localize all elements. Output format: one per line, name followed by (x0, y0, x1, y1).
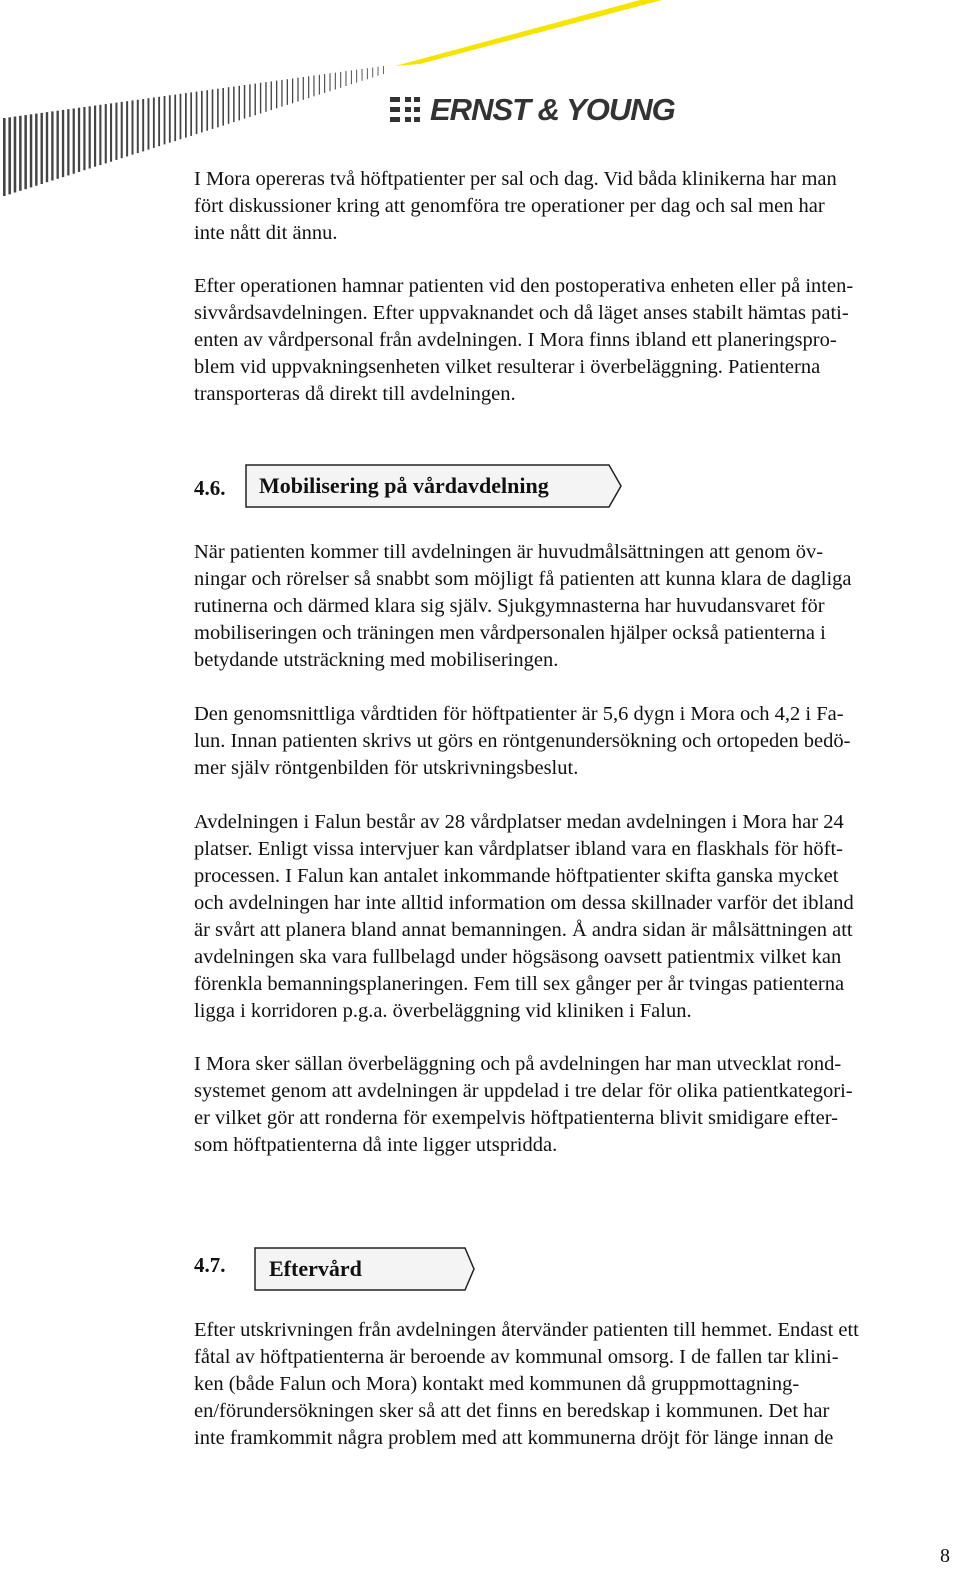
section-title: Eftervård (269, 1256, 362, 1281)
stripe-bar (24, 115, 27, 189)
stripe-bar (41, 113, 43, 184)
text-line: ligga i korridoren p.g.a. överbeläggning vid kliniken i Falun. (194, 1000, 692, 1022)
stripe-bar (340, 72, 341, 88)
stripe-bar (180, 94, 182, 140)
text-line: Avdelningen i Falun består av 28 vårdplatser medan avdelningen i Mora har 24 (194, 811, 844, 833)
text-line: Den genomsnittliga vårdtiden för höftpatienter är 5,6 dygn i Mora och 4,2 i Fa- (194, 703, 844, 725)
stripe-bar (233, 87, 235, 123)
text-line: ken (både Falun och Mora) kontakt med kommunen då gruppmottagning- (194, 1373, 800, 1395)
stripe-bar (89, 106, 91, 168)
paragraph (194, 701, 954, 782)
stripe-bar (51, 111, 53, 180)
stripe-bar (244, 85, 245, 119)
stripe-bar (14, 117, 17, 193)
stripe-bar (308, 76, 309, 98)
paragraph (194, 809, 954, 1025)
paragraph (194, 539, 954, 674)
text-line: processen. I Falun kan antalet inkommande höftpatienter skifta ganska mycket (194, 865, 839, 887)
text-line: som höftpatienterna då inte ligger utspridda. (194, 1134, 558, 1156)
stripe-bar (249, 84, 250, 117)
stripe-bar (19, 116, 22, 191)
stripe-bar (8, 117, 11, 194)
stripe-bar (67, 109, 69, 175)
text-line: avdelningen ska vara fullbelagd under högsäsong oavsett patientmix vilket kan (194, 946, 842, 968)
text-line: lun. Innan patienten skrivs ut görs en röntgenundersökning och ortopeden bedö- (194, 730, 851, 752)
text-line: enten av vårdpersonal från avdelningen. I Mora finns ibland ett planeringspro- (194, 329, 837, 351)
stripe-bar (217, 89, 219, 128)
stripe-bar (319, 75, 320, 95)
section-title: Mobilisering på vårdavdelning (259, 473, 549, 498)
text-line: fåtal av höftpatienterna är beroende av kommunal omsorg. I de fallen tar klini- (194, 1346, 839, 1368)
stripe-bar (346, 71, 347, 86)
stripe-bar (174, 95, 176, 142)
stripe-bar (383, 66, 384, 74)
stripe-bar (292, 79, 293, 104)
stripe-bar (169, 95, 171, 142)
paragraph (194, 166, 954, 247)
stripe-bar (30, 114, 32, 187)
stripe-bar (190, 92, 192, 135)
paragraph (194, 1317, 954, 1452)
stripe-bar (222, 88, 224, 126)
stripe-bar (83, 107, 85, 170)
stripe-bar (94, 106, 96, 167)
section-number: 4.7. (194, 1253, 226, 1277)
stripe-bar (276, 81, 277, 109)
text-line: blem vid uppvakningsenheten vilket resulterar i överbeläggning. Patienterna (194, 356, 821, 378)
stripe-bar (281, 80, 282, 107)
text-line: rutinerna och därmed klara sig själv. Sjukgymnasterna har huvudansvaret för (194, 595, 825, 617)
stripe-bar (99, 105, 101, 165)
text-line: fört diskussioner kring att genomföra tre operationer per dag och sal men har (194, 195, 825, 217)
stripe-bar (196, 92, 198, 135)
text-line: sivvårdsavdelningen. Efter uppvaknandet och då läget anses stabilt hämtas pati- (194, 302, 849, 324)
text-line: förenkla bemanningsplaneringen. Fem till sex gånger per år tvingas patienterna (194, 973, 845, 995)
stripe-bar (351, 70, 352, 84)
text-line: Efter utskrivningen från avdelningen återvänder patienten till hemmet. Endast ett (194, 1319, 859, 1341)
yellow-swoosh (395, 0, 662, 66)
text-line: och avdelningen har inte alltid information om dessa skillnader varför det ibland (194, 892, 854, 914)
text-line: transporteras då direkt till avdelningen. (194, 383, 516, 405)
section-number: 4.6. (194, 476, 226, 500)
text-line: I Mora opereras två höftpatienter per sal och dag. Vid båda klinikerna har man (194, 168, 837, 190)
stripe-bar (185, 93, 187, 138)
stripe-bar (206, 90, 208, 131)
stripe-bar (115, 103, 117, 160)
stripe-bar (201, 91, 203, 132)
stripe-bar (73, 109, 75, 174)
stripe-bar (330, 73, 331, 91)
stripe-bar (313, 76, 314, 97)
stripe-bar (164, 96, 166, 144)
stripe-bar (362, 69, 363, 81)
stripe-bar (265, 82, 266, 112)
text-line: inte framkommit några problem med att kommunerna dröjt för länge innan de (194, 1427, 834, 1449)
stripe-bar (303, 77, 304, 100)
stripe-bar (158, 97, 160, 146)
stripe-bar (212, 89, 214, 128)
text-line: ningar och rörelser så snabbt som möjligt få patienten att kunna klara de dagliga (194, 568, 852, 590)
text-line: I Mora sker sällan överbeläggning och på avdelningen har man utvecklat rond- (194, 1053, 842, 1075)
stripe-bar (121, 102, 123, 158)
stripe-bar (335, 73, 336, 90)
stripe-bar (3, 118, 6, 196)
stripe-bar (46, 112, 48, 182)
stripe-bar (228, 87, 230, 124)
stripe-bar (62, 110, 64, 177)
company-logo-text: ERNST & YOUNG (430, 92, 675, 127)
stripe-bar (255, 84, 256, 116)
stripe-bar (260, 83, 261, 114)
stripe-bar (153, 98, 155, 148)
stripe-bar (356, 70, 357, 83)
stripe-bar (239, 86, 240, 121)
text-line: mer själv röntgenbilden för utskrivningsbeslut. (194, 757, 579, 779)
text-line: en/förundersökningen sker så att det finns en beredskap i kommunen. Det har (194, 1400, 830, 1422)
stripe-bar (367, 68, 368, 79)
stripe-bar (271, 81, 272, 110)
stripe-bar (126, 101, 128, 156)
stripe-bar (137, 100, 139, 153)
paragraph (194, 273, 954, 408)
stripe-bar (105, 104, 107, 163)
text-line: är svårt att planera bland annat bemanningen. Å andra sidan är målsättningen att (194, 919, 853, 941)
section-heading-box (243, 464, 625, 508)
stripe-bar (148, 98, 150, 149)
text-line: er vilket gör att ronderna för exempelvis höftpatienterna blivit smidigare efter- (194, 1107, 838, 1129)
stripe-bar (372, 68, 373, 78)
stripe-bar (378, 67, 379, 76)
stripe-bar (297, 78, 298, 102)
text-line: platser. Enligt vissa intervjuer kan vårdplatser ibland vara en flaskhals för höft- (194, 838, 843, 860)
section-heading-box (253, 1247, 477, 1291)
stripe-bar (142, 99, 144, 151)
page-number: 8 (940, 1545, 950, 1567)
stripe-bar (35, 114, 37, 186)
stripe-bar (287, 79, 288, 105)
text-line: Efter operationen hamnar patienten vid den postoperativa enheten eller på inten- (194, 275, 854, 297)
ernst-young-mark-icon (388, 95, 422, 125)
text-line: betydande utsträckning med mobiliseringen. (194, 649, 559, 671)
text-line: systemet genom att avdelningen är uppdelad i tre delar för olika patientkategori- (194, 1080, 853, 1102)
stripe-bar (132, 100, 134, 154)
text-line: När patienten kommer till avdelningen är huvudmålsättningen att genom öv- (194, 541, 824, 563)
stripe-bar (78, 108, 80, 172)
company-logo (388, 92, 675, 128)
stripe-bar (57, 111, 59, 179)
stripe-bar (110, 103, 112, 161)
paragraph (194, 1051, 954, 1159)
stripe-bar (324, 74, 325, 93)
text-line: mobiliseringen och träningen men vårdpersonalen hjälper också patienterna i (194, 622, 826, 644)
text-line: inte nått dit ännu. (194, 222, 338, 244)
